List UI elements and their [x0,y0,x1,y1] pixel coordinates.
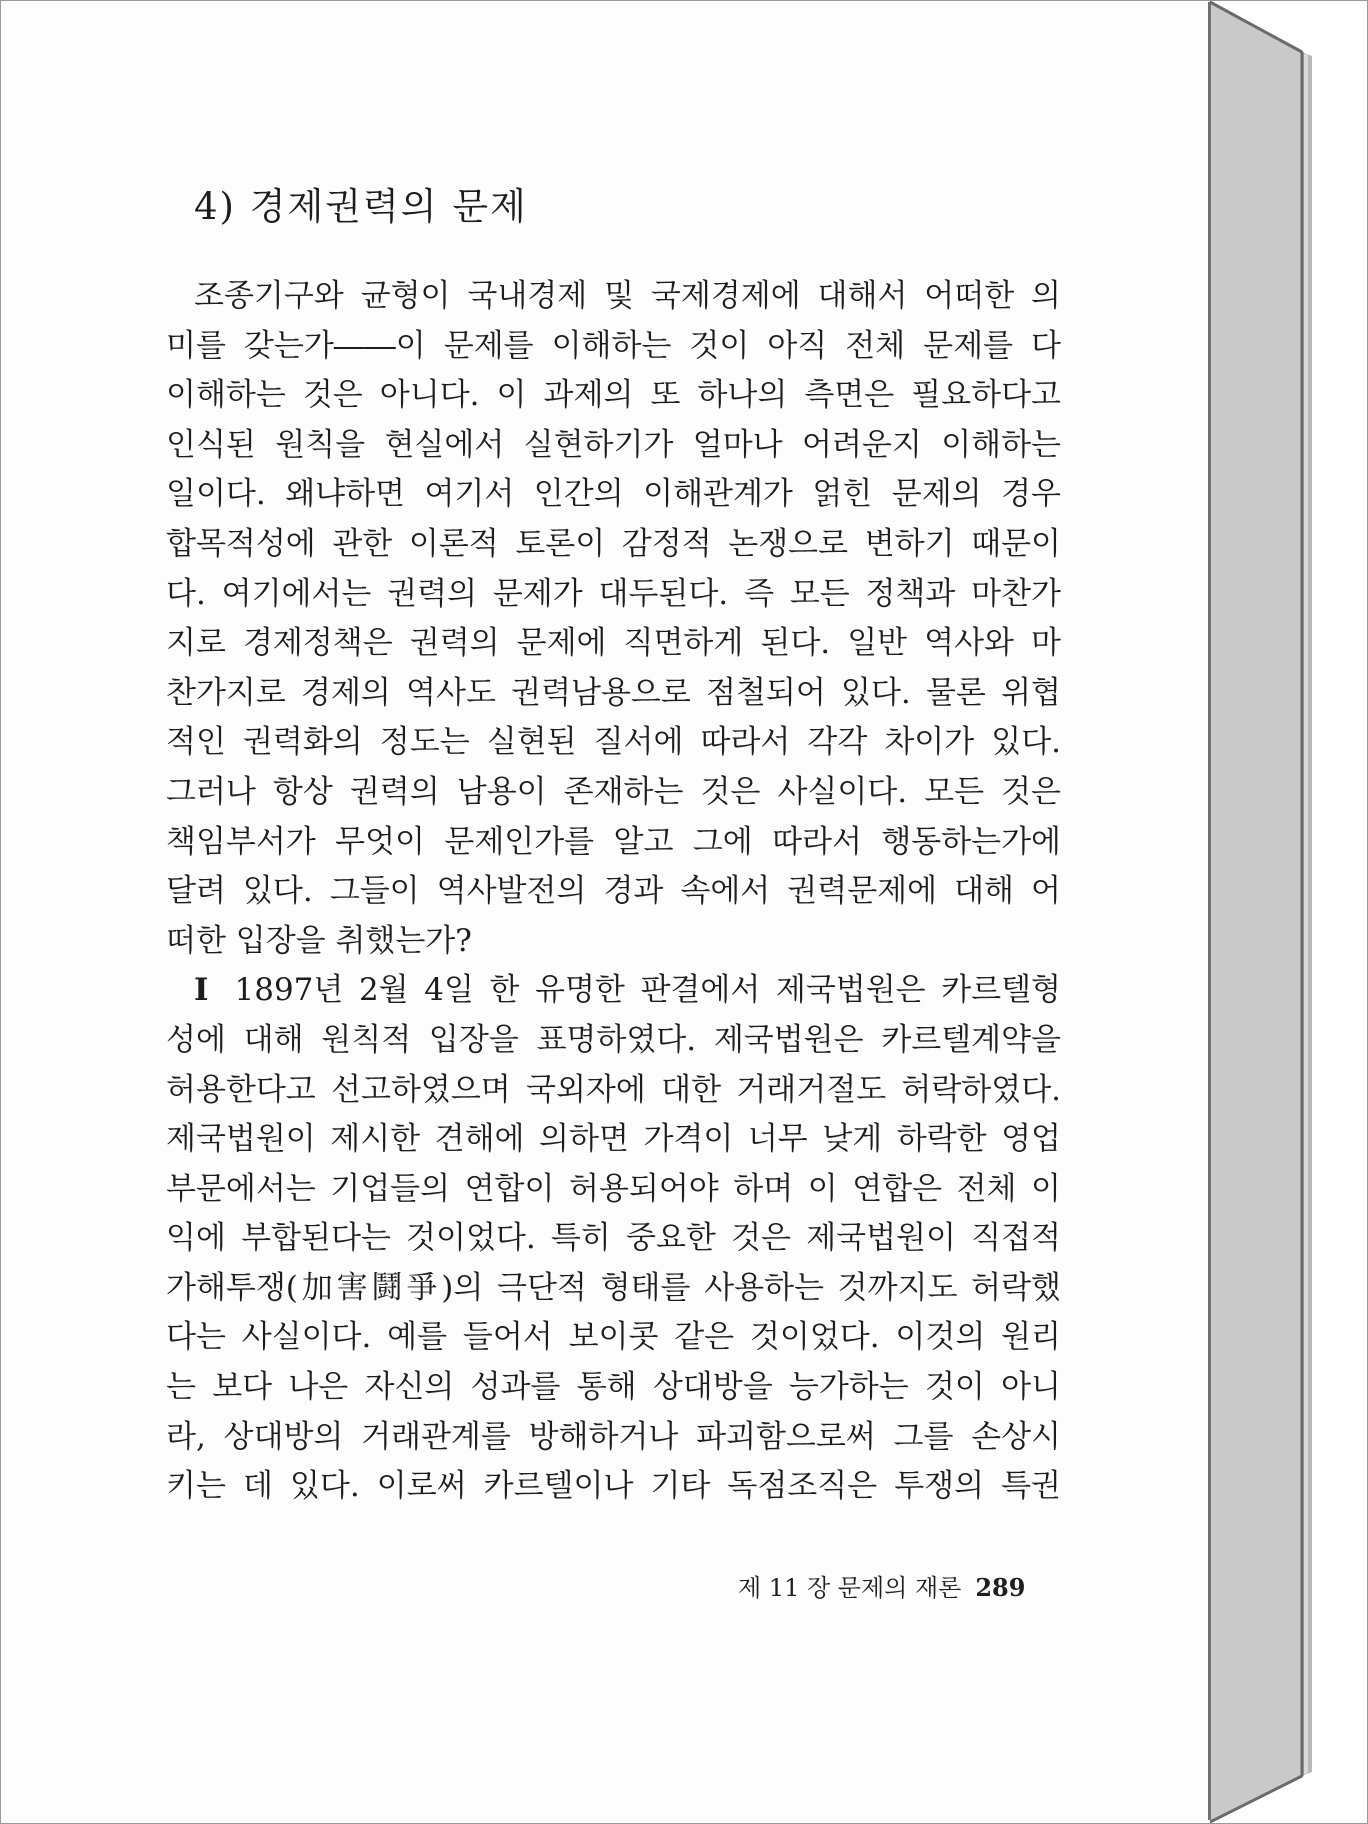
page-footer [738,1568,1025,1603]
section-heading: 4) 경제권력의 문제 [194,185,528,228]
text-line: 합목적성에 관한 이론적 토론이 감정적 논쟁으로 변하기 때문이 [166,525,1061,562]
text-line: 미를 갖는가――이 문제를 이해하는 것이 아직 전체 문제를 다 [166,327,1061,364]
book-edge [1210,0,1368,1824]
text-line: 인식된 원칙을 현실에서 실현하기가 얼마나 어려운지 이해하는 [166,426,1061,463]
text-line: 라, 상대방의 거래관계를 방해하거나 파괴함으로써 그를 손상시 [166,1418,1061,1455]
text-line: 책임부서가 무엇이 문제인가를 알고 그에 따라서 행동하는가에 [166,823,1061,860]
text-line: 제국법원이 제시한 견해에 의하면 가격이 너무 낮게 하락한 영업 [166,1121,1061,1158]
text-line: 지로 경제정책은 권력의 문제에 직면하게 된다. 일반 역사와 마 [166,625,1061,662]
text-line: 떠한 입장을 취했는가? [166,922,472,959]
text-line: 가해투쟁(加害鬪爭)의 극단적 형태를 사용하는 것까지도 허락했 [166,1269,1061,1306]
text-line: 그러나 항상 권력의 남용이 존재하는 것은 사실이다. 모든 것은 [166,773,1061,810]
text-line: 달려 있다. 그들이 역사발전의 경과 속에서 권력문제에 대해 어 [166,873,1061,910]
text-line: 는 보다 나은 자신의 성과를 통해 상대방을 능가하는 것이 아니 [166,1369,1061,1406]
text-line: 이해하는 것은 아니다. 이 과제의 또 하나의 측면은 필요하다고 [166,377,1061,414]
text-line-content: 1897년 2월 4일 한 유명한 판결에서 제국법원은 카르텔형 [234,972,1061,1009]
text-line-section-start [166,966,1061,1016]
text-line: 적인 권력화의 정도는 실현된 질서에 따라서 각각 차이가 있다. [166,724,1061,761]
text-line: 일이다. 왜냐하면 여기서 인간의 이해관계가 얽힌 문제의 경우 [166,476,1061,513]
chapter-title: 제 11 장 문제의 재론 [738,1574,962,1602]
body-text [166,272,1061,1512]
text-line: 부문에서는 기업들의 연합이 허용되어야 하며 이 연합은 전체 이 [166,1170,1061,1207]
text-line: 키는 데 있다. 이로써 카르텔이나 기타 독점조직은 투쟁의 특권 [166,1468,1061,1505]
text-line: 허용한다고 선고하였으며 국외자에 대한 거래거절도 허락하였다. [166,1071,1061,1108]
text-line: 익에 부합된다는 것이었다. 특히 중요한 것은 제국법원이 직접적 [166,1220,1061,1257]
section-marker: I [194,972,209,1009]
text-line: 조종기구와 균형이 국내경제 및 국제경제에 대해서 어떠한 의 [194,278,1061,314]
page-number: 289 [975,1573,1026,1602]
text-line: 찬가지로 경제의 역사도 권력남용으로 점철되어 있다. 물론 위협 [166,674,1061,711]
text-line: 다는 사실이다. 예를 들어서 보이콧 같은 것이었다. 이것의 원리 [166,1319,1061,1356]
text-line: 성에 대해 원칙적 입장을 표명하였다. 제국법원은 카르텔계약을 [166,1021,1061,1058]
text-line: 다. 여기에서는 권력의 문제가 대두된다. 즉 모든 정책과 마찬가 [166,575,1061,612]
